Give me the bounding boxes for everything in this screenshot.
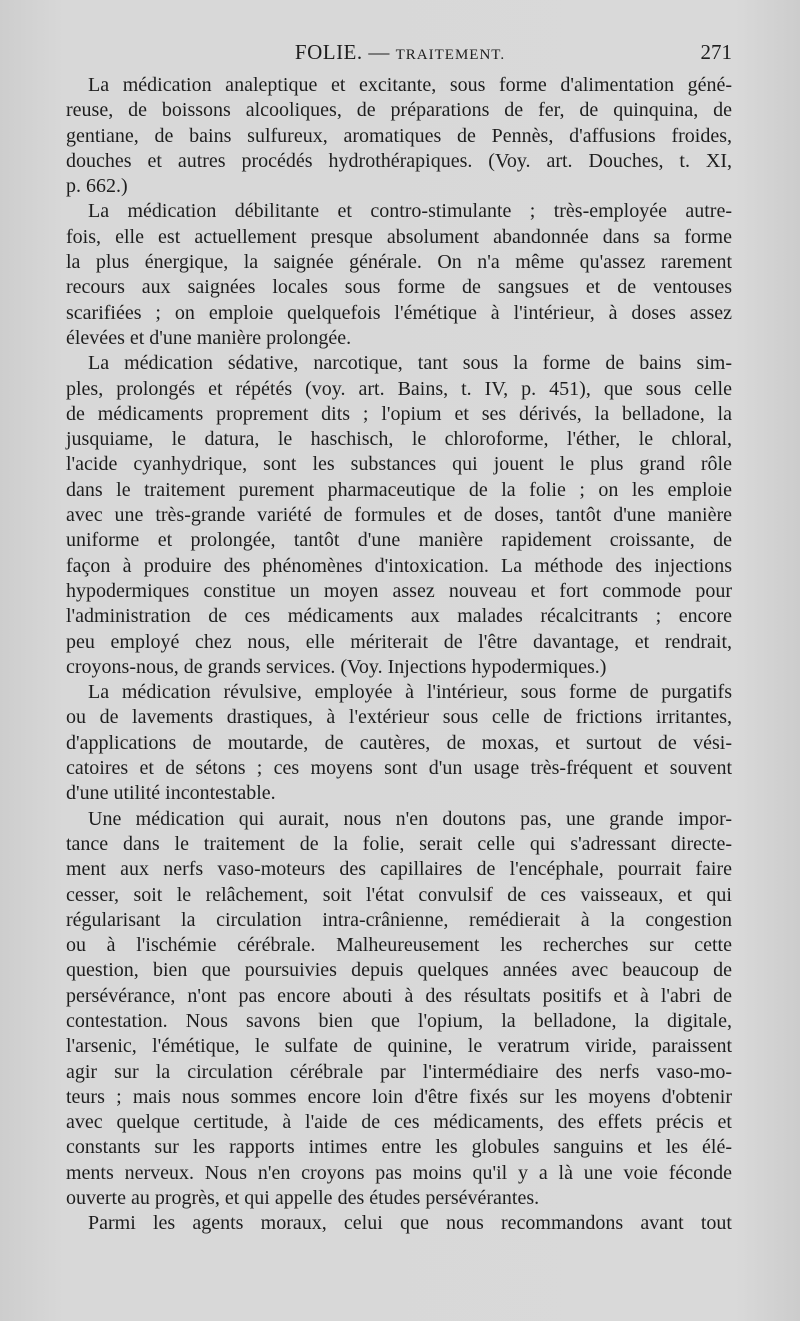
- text-line: douches et autres procédés hydrothérapiques. (Voy. art. Douches, t. XI,: [66, 149, 732, 172]
- text-line: ou de lavements drastiques, à l'extérieur sous celle de frictions irritantes,: [66, 706, 732, 729]
- running-title: [66, 40, 734, 65]
- header-section: TRAITEMENT.: [395, 47, 506, 63]
- text-line: La médication révulsive, employée à l'intérieur, sous forme de purgatifs: [88, 681, 732, 704]
- paragraph: [66, 680, 732, 806]
- text-line: l'administration de ces médicaments aux malades récalcitrants ; encore: [66, 605, 732, 628]
- text-line: La médication sédative, narcotique, tant sous la forme de bains sim-: [88, 352, 732, 375]
- text-line: régularisant la circulation intra-crânienne, remédierait à la congestion: [66, 908, 732, 931]
- text-line: uniforme et prolongée, tantôt d'une manière rapidement croissante, de: [66, 529, 732, 552]
- text-line: agir sur la circulation cérébrale par l'intermédiaire des nerfs vaso-mo-: [66, 1060, 732, 1083]
- text-line: d'une utilité incontestable.: [66, 782, 276, 805]
- text-line: dans le traitement purement pharmaceutique de la folie ; on les emploie: [66, 478, 732, 501]
- text-line: jusquiame, le datura, le haschisch, le chloroforme, l'éther, le chloral,: [66, 428, 732, 451]
- text-line: Une médication qui aurait, nous n'en doutons pas, une grande impor-: [88, 807, 732, 830]
- paragraph: [66, 807, 732, 1212]
- paragraph: [66, 199, 732, 351]
- header-separator: —: [368, 40, 390, 64]
- text-line: ment aux nerfs vaso-moteurs des capillaires de l'encéphale, pourrait faire: [66, 858, 732, 881]
- text-line: l'arsenic, l'émétique, le sulfate de quinine, le veratrum viride, paraissent: [66, 1035, 732, 1058]
- text-line: ouverte au progrès, et qui appelle des études persévérantes.: [66, 1187, 540, 1210]
- text-line: reuse, de boissons alcooliques, de préparations de fer, de quinquina, de: [66, 99, 732, 122]
- text-line: question, bien que poursuivies depuis quelques années avec beaucoup de: [66, 959, 732, 982]
- text-line: ments nerveux. Nous n'en croyons pas moins qu'il y a là une voie féconde: [66, 1161, 732, 1184]
- text-line: teurs ; mais nous sommes encore loin d'être fixés sur les moyens d'obtenir: [66, 1085, 732, 1108]
- text-line: élevées et d'une manière prolongée.: [66, 326, 352, 349]
- text-line: de médicaments proprement dits ; l'opium et ses dérivés, la belladone, la: [66, 402, 732, 425]
- text-line: constants sur les rapports intimes entre les globules sanguins et les élé-: [66, 1136, 732, 1159]
- text-line: tance dans le traitement de la folie, serait celle qui s'adressant directe-: [66, 832, 732, 855]
- page-body: [66, 73, 732, 1237]
- paragraph: [66, 1211, 732, 1236]
- paragraph: [66, 73, 732, 199]
- text-line: avec quelque certitude, à l'aide de ces médicaments, des effets précis et: [66, 1111, 732, 1134]
- text-line: avec une très-grande variété de formules et de doses, tantôt d'une manière: [66, 504, 732, 527]
- paragraph: [66, 351, 732, 680]
- text-line: d'applications de moutarde, de cautères, de moxas, et surtout de vési-: [66, 731, 732, 754]
- text-line: contestation. Nous savons bien que l'opium, la belladone, la digitale,: [66, 1009, 732, 1032]
- text-line: l'acide cyanhydrique, sont les substances qui jouent le plus grand rôle: [66, 453, 732, 476]
- text-line: scarifiées ; on emploie quelquefois l'émétique à l'intérieur, à doses assez: [66, 301, 732, 324]
- text-line: persévérance, n'ont pas encore abouti à des résultats positifs et à l'abri de: [66, 984, 732, 1007]
- text-line: cesser, soit le relâchement, soit l'état convulsif de ces vaisseaux, et qui: [66, 883, 732, 906]
- text-line: la plus énergique, la saignée générale. On n'a même qu'assez rarement: [66, 251, 732, 274]
- text-line: croyons-nous, de grands services. (Voy. Injections hypodermiques.): [66, 655, 607, 678]
- text-line: p. 662.): [66, 175, 128, 198]
- text-line: recours aux saignées locales sous forme de sangsues et de ventouses: [66, 276, 732, 299]
- text-line: La médication débilitante et contro-stimulante ; très-employée autre-: [88, 200, 732, 223]
- text-line: gentiane, de bains sulfureux, aromatiques de Pennès, d'affusions froides,: [66, 124, 732, 147]
- text-line: catoires et de sétons ; ces moyens sont d'un usage très-fréquent et souvent: [66, 757, 732, 780]
- text-line: fois, elle est actuellement presque absolument abandonnée dans sa forme: [66, 225, 732, 248]
- text-line: façon à produire des phénomènes d'intoxication. La méthode des injections: [66, 554, 732, 577]
- text-line: ou à l'ischémie cérébrale. Malheureusement les recherches sur cette: [66, 934, 732, 957]
- text-line: Parmi les agents moraux, celui que nous recommandons avant tout: [88, 1212, 732, 1235]
- text-line: ples, prolongés et répétés (voy. art. Bains, t. IV, p. 451), que sous celle: [66, 377, 732, 400]
- page-number: 271: [700, 40, 732, 64]
- text-line: La médication analeptique et excitante, sous forme d'alimentation géné-: [88, 74, 732, 96]
- header-title: FOLIE.: [294, 40, 363, 64]
- text-line: peu employé chez nous, elle mériterait de l'être davantage, et rendrait,: [66, 630, 732, 653]
- running-header: [66, 40, 734, 70]
- text-line: hypodermiques constitue un moyen assez nouveau et fort commode pour: [66, 579, 732, 602]
